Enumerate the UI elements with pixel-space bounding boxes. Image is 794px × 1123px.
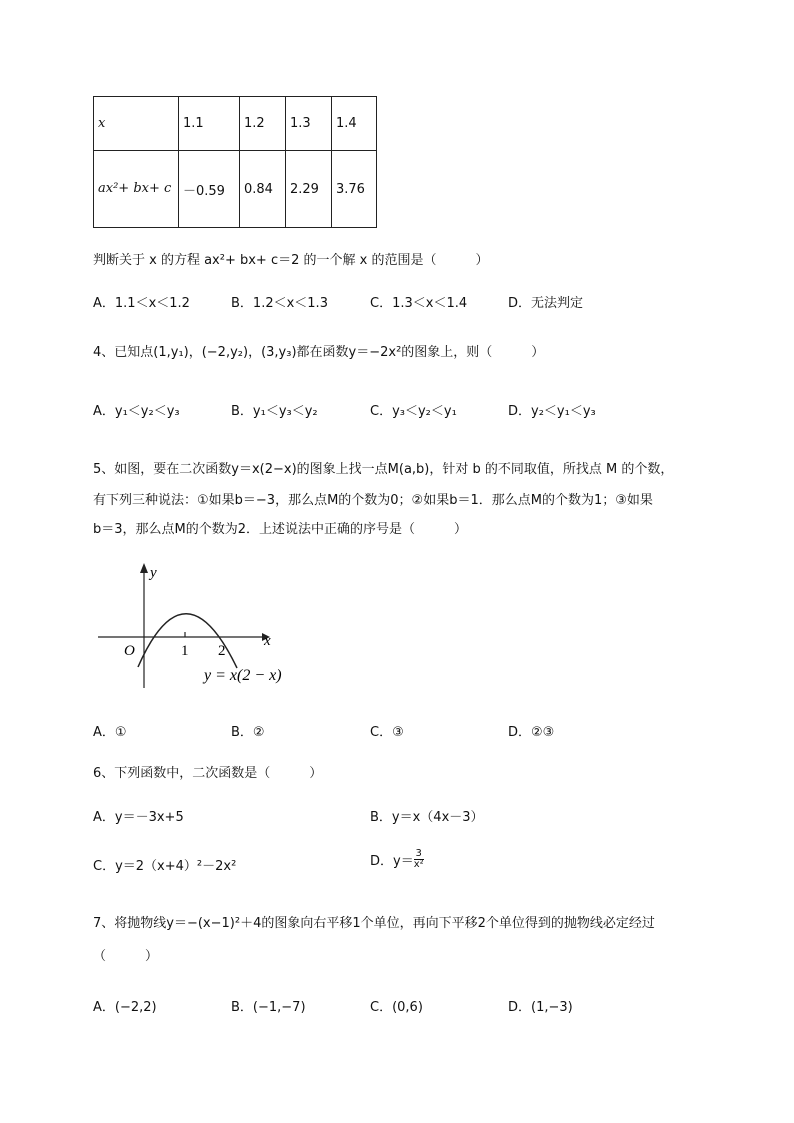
- value-table: [93, 96, 377, 228]
- table-cell: 0.84: [240, 151, 286, 228]
- q4-option-c[interactable]: C．y₃＜y₂＜y₁: [370, 404, 457, 419]
- question-5-line1: 5、如图，要在二次函数y＝x(2−x)的图象上找一点M(a,b)，针对 b 的不同取值，所找点 M 的个数，: [93, 462, 674, 477]
- q7-option-a[interactable]: A．(−2,2): [93, 1000, 157, 1015]
- table-cell: 1.4: [332, 97, 377, 151]
- q6-option-a[interactable]: A．y＝－3x+5: [93, 810, 184, 825]
- table-cell: 1.2: [240, 97, 286, 151]
- x-axis-label: x: [264, 633, 271, 649]
- q5-option-b[interactable]: B．②: [231, 725, 265, 740]
- table-cell: 1.3: [286, 97, 332, 151]
- q4-option-b[interactable]: B．y₁＜y₃＜y₂: [231, 404, 318, 419]
- question-6-stem: 6、下列函数中，二次函数是（ ）: [93, 766, 323, 781]
- curve-equation-label: y = x(2 − x): [204, 667, 282, 684]
- y-axis-label: y: [150, 565, 157, 581]
- q5-option-d[interactable]: D．②③: [508, 725, 555, 740]
- question-4-stem: 4、已知点(1,y₁)，(−2,y₂)，(3,y₃)都在函数y＝−2x²的图象上，则（ ）: [93, 345, 545, 360]
- q6-option-b[interactable]: B．y＝x（4x－3）: [370, 810, 484, 825]
- table-row: [94, 97, 377, 151]
- q3-option-c[interactable]: C．1.3＜x＜1.4: [370, 296, 468, 311]
- table-cell: 1.1: [179, 97, 240, 151]
- question-5-line2: 有下列三种说法：①如果b＝−3，那么点M的个数为0；②如果b＝1．那么点M的个数为1；③如果: [93, 493, 653, 508]
- fraction: [414, 849, 424, 870]
- question-7-line1: 7、将抛物线y＝−(x−1)²＋4的图象向右平移1个单位，再向下平移2个单位得到的抛物线必定经过: [93, 916, 655, 931]
- table-cell: 2.29: [286, 151, 332, 228]
- question-3-stem: 判断关于 x 的方程 ax²+ bx+ c＝2 的一个解 x 的范围是（ ）: [93, 253, 489, 268]
- tick-1-label: 1: [181, 643, 189, 659]
- q3-option-d[interactable]: D．无法判定: [508, 296, 584, 311]
- q6-option-d-prefix: D．y＝: [370, 854, 414, 869]
- table-cell: －0.59: [179, 151, 240, 228]
- origin-label: O: [124, 643, 135, 659]
- q3-option-a[interactable]: A．1.1＜x＜1.2: [93, 296, 190, 311]
- question-5-line3: b＝3，那么点M的个数为2．上述说法中正确的序号是（ ）: [93, 522, 468, 537]
- q6-option-d[interactable]: [370, 849, 424, 870]
- tick-2-label: 2: [218, 643, 226, 659]
- question-7-line2: （ ）: [93, 949, 159, 964]
- parabola-curve: [138, 614, 237, 668]
- fraction-numerator: 3: [415, 848, 422, 859]
- table-row: [94, 151, 377, 228]
- table-cell: 3.76: [332, 151, 377, 228]
- q7-option-c[interactable]: C．(0,6): [370, 1000, 423, 1015]
- table-cell: ax²+ bx+ c: [94, 151, 179, 228]
- q5-option-c[interactable]: C．③: [370, 725, 404, 740]
- q4-option-a[interactable]: A．y₁＜y₂＜y₃: [93, 404, 180, 419]
- q7-option-b[interactable]: B．(−1,−7): [231, 1000, 306, 1015]
- parabola-graph: [90, 555, 295, 695]
- q3-option-b[interactable]: B．1.2＜x＜1.3: [231, 296, 328, 311]
- q5-option-a[interactable]: A．①: [93, 725, 127, 740]
- q7-option-d[interactable]: D．(1,−3): [508, 1000, 573, 1015]
- table-cell: x: [94, 97, 179, 151]
- y-axis-arrow: [140, 563, 148, 573]
- q6-option-c[interactable]: C．y＝2（x+4）²－2x²: [93, 859, 237, 874]
- q4-option-d[interactable]: D．y₂＜y₁＜y₃: [508, 404, 596, 419]
- fraction-denominator: x²: [413, 859, 424, 870]
